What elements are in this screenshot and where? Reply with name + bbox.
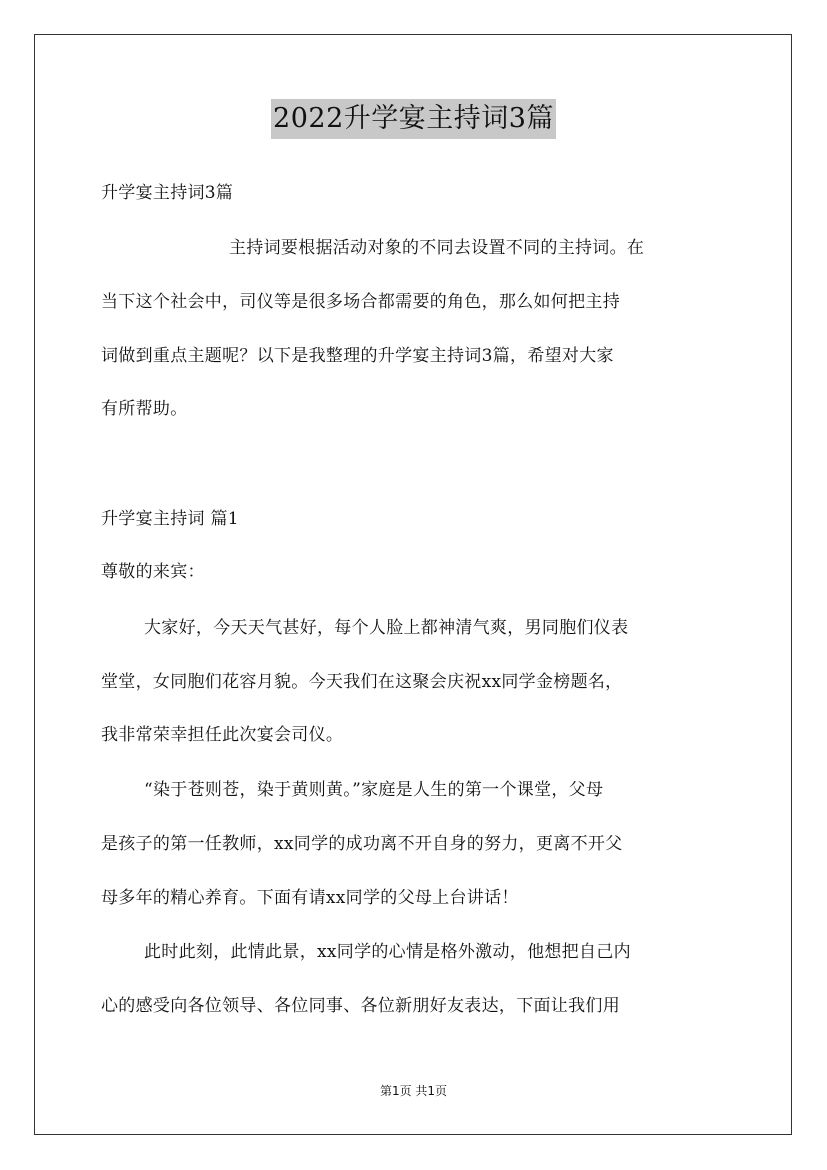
paragraph3-line-2: 心的感受向各位领导、各位同事、各位新朋好友表达，下面让我们用 [101,996,620,1016]
greeting: 尊敬的来宾： [101,562,205,582]
document-title: 2022升学宴主持词3篇 [271,99,556,139]
paragraph2-line-1: “染于苍则苍，染于黄则黄。”家庭是人生的第一个课堂，父母 [144,780,604,800]
paragraph1-line-2: 堂堂，女同胞们花容月貌。今天我们在这聚会庆祝xx同学金榜题名， [101,672,623,692]
intro-line-2: 当下这个社会中，司仪等是很多场合都需要的角色，那么如何把主持 [101,292,620,312]
section-heading: 升学宴主持词 篇1 [101,509,239,529]
title-wrap [0,99,827,139]
paragraph2-line-3: 母多年的精心养育。下面有请xx同学的父母上台讲话！ [101,888,519,908]
paragraph3-line-1: 此时此刻，此情此景，xx同学的心情是格外激动，他想把自己内 [144,942,631,962]
intro-line-3: 词做到重点主题呢？以下是我整理的升学宴主持词3篇，希望对大家 [101,346,614,366]
page-footer: 第1页 共1页 [379,1084,448,1098]
document-subtitle: 升学宴主持词3篇 [101,183,234,203]
paragraph2-line-2: 是孩子的第一任教师，xx同学的成功离不开自身的努力，更离不开父 [101,834,623,854]
intro-line-1: 主持词要根据活动对象的不同去设置不同的主持词。在 [229,238,645,258]
intro-line-4: 有所帮助。 [101,399,188,419]
paragraph1-line-1: 大家好，今天天气甚好，每个人脸上都神清气爽，男同胞们仪表 [144,618,629,638]
paragraph1-line-3: 我非常荣幸担任此次宴会司仪。 [101,725,344,745]
